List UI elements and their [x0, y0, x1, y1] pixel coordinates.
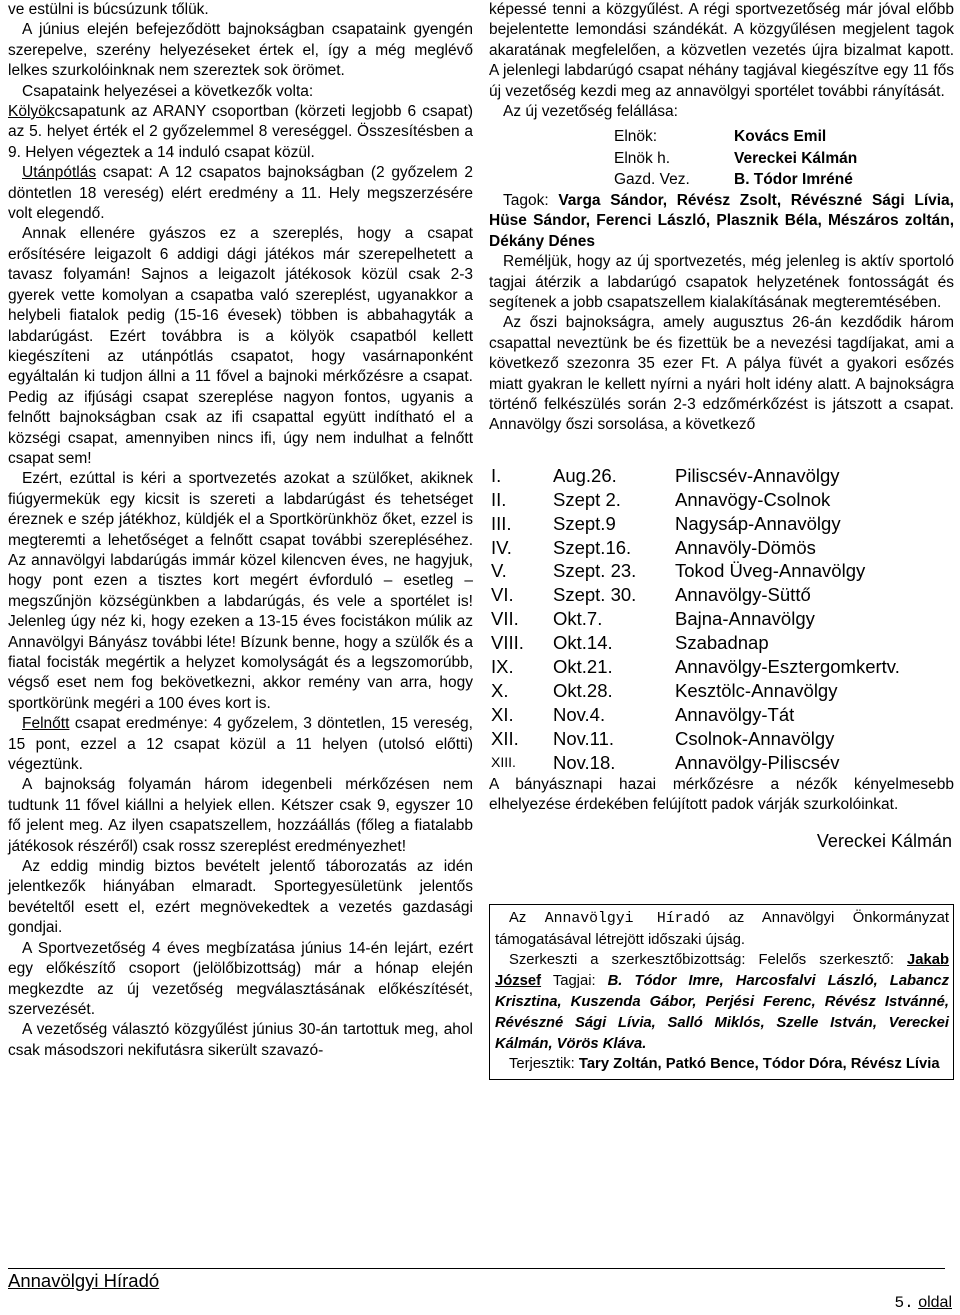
fixture-round: V.: [491, 560, 507, 582]
article-paragraph: Csapataink helyezései a következők volta:: [22, 82, 314, 100]
article-paragraph: Reméljük, hogy az új sportvezetés, még jelenleg is aktív sportoló tagjai átérzik a labdarúgó csapatok helyzetének fontosságát és segítenek a jobb csapatszellem kialakításának megteremtésében.: [489, 253, 954, 311]
page-word: oldal: [918, 1294, 952, 1311]
fixture-row: [491, 631, 900, 655]
distributors: Tary Zoltán, Patkó Bence, Tódor Dóra, Révész Lívia: [578, 1056, 940, 1073]
editorial-members: B. Tódor Imre, Harcosfalvi László, Labancz Krisztina, Kuszenda Gábor, Perjési Ferenc, Révész Istvánné, Révészné Sági Lívia, Salló Miklós, Szelle István, Vereckei Kálmán, Vörös Kláva.: [495, 973, 949, 1052]
fixture-row: [491, 607, 900, 631]
page-num: 5.: [894, 1294, 914, 1312]
fixture-row: [491, 727, 900, 751]
fixture-date: Szept 2.: [553, 488, 621, 510]
officer-row: [489, 169, 857, 191]
imprint-line: [495, 950, 949, 1054]
fixture-match: Annavölgy-Piliscsév: [675, 751, 840, 773]
officer-role: Elnök h.: [614, 149, 671, 167]
fixtures-table: [491, 464, 900, 775]
fixture-row: [491, 679, 900, 703]
officer-name: B. Tódor Imréné: [734, 171, 853, 189]
article-paragraph: A június elején befejeződött bajnokságban csapataink gyengén szerepelve, szerény helyezéseket értek el, így a még meglévő lelkes szurkolóinknak nem szereztek sok örömet.: [8, 21, 473, 80]
team-term: Kölyök: [8, 103, 55, 121]
imprint-text: Terjesztik:: [509, 1056, 579, 1073]
article-paragraph: [8, 102, 473, 163]
fixture-row: [491, 464, 900, 488]
fixture-date: Nov.11.: [553, 727, 615, 749]
article-paragraph: [8, 163, 473, 224]
fixture-row: [491, 751, 900, 775]
fixture-date: Szept. 23.: [553, 560, 637, 582]
fixture-match: Tokod Üveg-Annavölgy: [675, 560, 866, 582]
fixture-match: Piliscsév-Annavölgy: [675, 464, 840, 486]
fixture-round: IX.: [491, 656, 514, 678]
footer-title: Annavölgyi Híradó: [8, 1270, 160, 1291]
article-paragraph: Ezért, ezúttal is kéri a sportvezetés azokat a szülőket, akiknek fiúgyermekük egy kicsit is szereti a labdarúgást és tehetséget éreznek e szép játékhoz, küldjék el a Sportkörünkhöz őket, ezzel is megteremti a lehetőséget a felnőtt csapat további szerepléséhez. Az annavölgyi labdarúgás immár közel kilencven éves, ne hagyjuk, hogy pont ezen a tisztes kort megért évforduló – esetleg – megszűnjön községünkben a labdarúgás, és vele a sportélet is! Jelenleg úgy néz ki, hogy ezeken a 13-15 éves focistákon múlik az Annavölgyi Bányász további léte! Bízunk benne, hogy a szülők és a fiatal focisták megértik a helyzet komolyságát és a legszomorúbb, végső eset nem fog bekövetkezni, akkor remény van arra, hogy sportkörünk megéri a 100 éves kort is.: [8, 470, 473, 712]
article-paragraph: A bajnokság folyamán három idegenbeli mérkőzésen nem tudtunk 11 fővel kiállni a helyiek ellen. Kétszer csak 9, egyszer 10 fő jelent meg. Az ilyen csapatszellem, hozzáállás (főleg a fiatalabb játékosok részéről) csak rossz szereplést eredményezhet!: [8, 776, 473, 855]
editor-name: Jakab József: [495, 952, 949, 990]
fixture-round: XII.: [491, 727, 519, 749]
fixture-row: [491, 512, 900, 536]
fixture-round: IV.: [491, 536, 512, 558]
imprint-text: az Annavölgyi Önkormányzat támogatásával létrejött időszaki újság.: [495, 909, 950, 948]
imprint-text: Tagjai:: [541, 973, 608, 990]
fixture-date: Okt.14.: [553, 632, 613, 654]
right-column: [489, 0, 954, 1080]
fixture-match: Annavölgy-Tát: [675, 703, 795, 725]
paper-name: Annavölgyi Híradó: [544, 910, 711, 927]
article-paragraph: A vezetőség választó közgyűlést június 30-án tartottuk meg, ahol csak másodszori nekifutásra sikerült szavazó-: [8, 1021, 473, 1059]
fixture-date: Nov.18.: [553, 751, 616, 773]
fixture-date: Okt.7.: [553, 608, 603, 630]
signature: Vereckei Kálmán: [816, 831, 952, 852]
officers-table: [489, 126, 857, 191]
article-paragraph: Annak ellenére gyászos ez a szereplés, hogy a csapat erősítésére leigazolt 6 addigi dági játékos már szerepelhetett a tavasz folyamán! Sajnos a leigazolt játékosok közül csak 2-3 gyerek vette komolyan a csapatba való szereplést, ugyanakkor a helybeli fiatalok pedig (15-16 évesek) többen is abbahagyták a labdarúgást. Ezért továbbra is a kölyök csapatból kellett kiegészíteni az utánpótlás csapatot, hogy vasárnaponként egyáltalán ki tudjon állni a 11 fővel a bajnoki mérkőzésre a csapat. Pedig az ifjúsági csapat szereplése nagyon fontos, ugyanis a felnőtt bajnokságban csak az ifi csapattal együtt indítható el a községi csapat, amennyiben nincs ifi, úgy nem indulhat a felnőtt csapat sem!: [8, 225, 473, 467]
fixture-date: Okt.28.: [553, 679, 613, 701]
article-paragraph: A Sportvezetőség 4 éves megbízatása június 14-én lejárt, ezért egy előkészítő csoport (jelölőbizottság) már a hónap elején megkezdte az új vezetőség megválasztásának előkészítését, szervezését.: [8, 939, 473, 1018]
imprint-text: Szerkeszti a szerkesztőbizottság: Felelős szerkesztő:: [509, 952, 908, 969]
imprint-box: [489, 904, 954, 1080]
fixture-round: XIII.: [491, 753, 516, 770]
officer-row: [489, 148, 857, 170]
paragraph-text: csapat eredménye: 4 győzelem, 3 döntetlen, 15 vereség, 15 pont, ezzel a 12 csapat közül a 11 helyen (utolsó előtti) végeztünk.: [8, 715, 473, 774]
officer-name: Vereckei Kálmán: [734, 149, 858, 167]
fixture-match: Annavögy-Csolnok: [675, 488, 831, 510]
fixture-date: Aug.26.: [553, 464, 617, 486]
paragraph-text: csapat: A 12 csapatos bajnokságban (2 győzelem 2 döntetlen 18 vereség) elért eredmény a 11. Hely megszerzésére volt elegendő.: [8, 164, 473, 223]
fixture-match: Nagysáp-Annavölgy: [675, 512, 841, 534]
footer-rule: [8, 1268, 945, 1269]
officer-role: Gazd. Vez.: [614, 171, 690, 189]
fixture-round: XI.: [491, 703, 514, 725]
fixture-date: Nov.4.: [553, 703, 606, 725]
team-term: Felnőtt: [22, 715, 70, 733]
fixture-date: Okt.21.: [553, 656, 613, 678]
fixture-row: [491, 583, 900, 607]
fixture-round: X.: [491, 679, 509, 701]
fixture-match: Bajna-Annavölgy: [675, 608, 815, 630]
fixture-row: [491, 703, 900, 727]
officer-name: Kovács Emil: [734, 128, 827, 146]
fixture-round: I.: [491, 464, 502, 486]
article-paragraph: Az eddig mindig biztos bevételt jelentő táborozatás az idén jelentkezők hiányában elmaradt. Sportegyesületünk jelentős bevételtől esett el, ezért megnövekedtek a vezetés gazdasági gondjai.: [8, 858, 473, 937]
paragraph-text: csapatunk az ARANY csoportban (körzeti legjobb 6 csapat) az 5. helyet érték el 2 győzelemmel 8 vereséggel. Összesítésben a 9. Helyen végeztek a 14 induló csapat közül.: [8, 103, 473, 161]
members-paragraph: [489, 191, 954, 252]
page-number: [895, 1294, 952, 1312]
members-label: Tagok:: [503, 191, 559, 209]
article-paragraph: A bányásznapi hazai mérkőzésre a nézők kényelmesebb elhelyezése érdekében felújított padok várják szurkolóinkat.: [489, 775, 954, 813]
fixture-round: II.: [491, 488, 507, 510]
fixture-date: Szept. 30.: [553, 584, 637, 606]
article-paragraph: [8, 714, 473, 775]
fixture-match: Annavölgy-Esztergomkertv.: [675, 656, 900, 678]
officer-row: [489, 126, 857, 148]
fixture-match: Annavölgy-Süttő: [675, 584, 811, 606]
fixture-row: [491, 536, 900, 560]
team-term: Utánpótlás: [22, 164, 97, 182]
fixture-row: [491, 559, 900, 583]
article-paragraph: Az őszi bajnokságra, amely augusztus 26-án kezdődik három csapattal neveztünk be és fizettük be a nevezési tagdíjakat, ami a következő szezonra 35 ezer Ft. A pálya füvét a gyakori esőzés miatt gyakran le kellett nyírni a nyári holt idény alatt. A bajnokságra történő felkészülés során 2-3 edzőmérkőzést is játszott a csapat. Annavölgy őszi sorsolása, a következő: [489, 314, 954, 434]
fixture-match: Annavöly-Dömös: [675, 536, 816, 558]
fixture-row: [491, 655, 900, 679]
fixture-round: VII.: [491, 608, 519, 630]
fixture-row: [491, 488, 900, 512]
imprint-line: [495, 908, 949, 951]
fixture-match: Szabadnap: [675, 632, 769, 654]
fixture-round: VIII.: [491, 632, 524, 654]
fixture-date: Szept.16.: [553, 536, 632, 558]
fixture-match: Csolnok-Annavölgy: [675, 727, 835, 749]
fixture-round: III.: [491, 512, 512, 534]
article-paragraph: ve estülni is búcsúzunk tőlük.: [8, 1, 209, 18]
article-paragraph: képessé tenni a közgyűlést. A régi sportvezetőség már jóval előbb bejelentette lemondási szándékát. A közgyűlésen megjelent tagok akaratának megfelelően, a közvetlen vezetés újra bizalmat kapott. A jelenlegi labdarúgó csapat néhány tagjával kiegészítve egy 11 fős új vezetőség kezdi meg az annavölgyi sportélet további rányítását.: [489, 1, 954, 100]
imprint-line: [495, 1054, 949, 1075]
officer-role: Elnök:: [614, 128, 658, 146]
left-column: [8, 0, 473, 1061]
members-names: Varga Sándor, Révész Zsolt, Révészné Sági Lívia, Hüse Sándor, Ferenci László, Plasznik Béla, Mészáros zoltán, Dékány Dénes: [489, 191, 954, 250]
article-paragraph: Az új vezetőség felállása:: [503, 103, 678, 121]
imprint-text: Az: [509, 909, 545, 926]
fixture-round: VI.: [491, 584, 514, 606]
fixture-date: Szept.9: [553, 512, 616, 534]
fixture-match: Kesztölc-Annavölgy: [675, 679, 838, 701]
